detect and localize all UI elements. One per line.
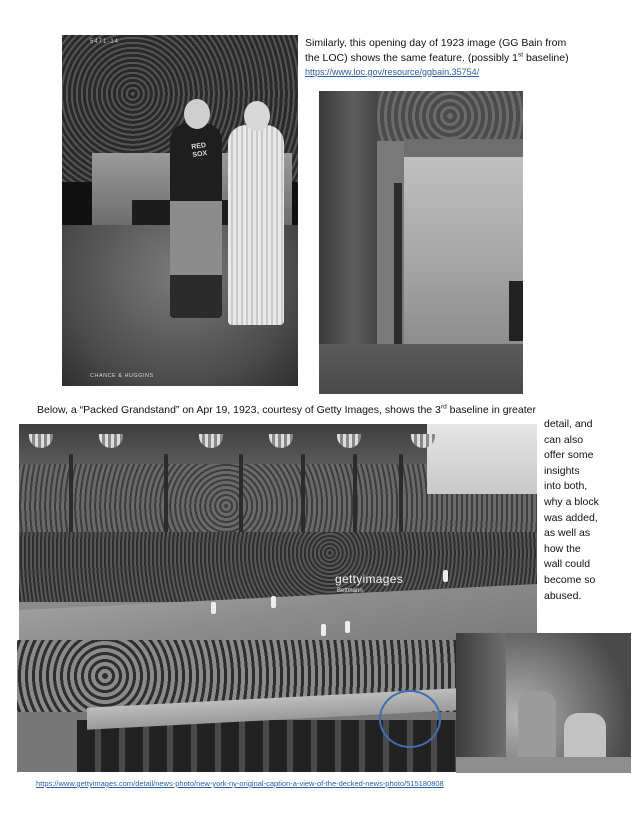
middle-paragraph [37,403,627,417]
jersey-line-1: RED [190,142,207,152]
intro-line-2 [305,51,635,66]
dugout-closeup-photo [319,91,523,394]
side-line: detail, and [544,418,593,430]
detail-figure [518,691,556,759]
concrete-block [404,139,523,344]
loc-link[interactable]: https://www.loc.gov/resource/ggbain.35754/ [305,67,480,77]
side-line: was added, [544,511,598,524]
middle-superscript: rd [440,403,447,411]
grandstand-photo [19,424,537,642]
field-player [345,621,350,633]
player-right [228,125,284,325]
field-player [211,602,216,614]
intro-line-2-text: the LOC) shows the same feature. (possibly 1 [305,51,519,64]
side-line: become so [544,573,596,586]
photo-caption: CHANCE & HUGGINS [90,373,154,379]
intro-line-2-end: baseline) [523,51,569,64]
side-line: wall could [544,558,591,571]
field-player [271,596,276,608]
side-line: insights [544,464,580,477]
jersey-line-2: SOX [192,149,208,159]
field-player [321,624,326,636]
player-right-head [244,101,270,131]
jersey-lettering [191,142,208,160]
getty-link[interactable]: https://www.gettyimages.com/detail/news-photo/new-york-ny-original-caption-a-view-of-the-decked-news-photo/515180808 [36,779,444,788]
getty-credit: Bettmann [337,588,363,594]
intro-line-1: Similarly, this opening day of 1923 image (GG Bain from [305,37,567,49]
annotation-circle [379,690,441,748]
side-line: can also [544,433,584,446]
dark-gap [509,281,523,341]
side-line: why a block [544,495,599,508]
block-top-edge [404,139,523,157]
intro-paragraph [305,36,635,80]
detail-ground [456,757,631,773]
detail-wall [456,633,506,773]
railing-post [394,183,402,348]
middle-text: Below, a “Packed Grandstand” on Apr 19, 1923, courtesy of Getty Images, shows the 3 [37,404,441,416]
sky [427,424,537,494]
ground [319,344,523,394]
detail-figure [564,713,606,763]
zoom-detail-photo [456,633,631,773]
handshake-photo [62,35,298,386]
player-left-head [184,99,210,129]
middle-text-end: baseline in greater [446,404,536,416]
side-line: into both, [544,480,588,493]
side-paragraph [544,417,639,604]
side-line: how the [544,542,581,555]
crowd-top [377,91,523,141]
side-line: abused. [544,589,582,602]
side-line: as well as [544,527,591,540]
dugout-crop-photo [17,640,457,772]
getty-watermark: gettyimages [335,572,403,586]
field-player [443,570,448,582]
photo-negative-number: 5471-14 [90,39,120,45]
side-line: offer some [544,449,594,462]
intro-superscript: st [518,51,524,58]
